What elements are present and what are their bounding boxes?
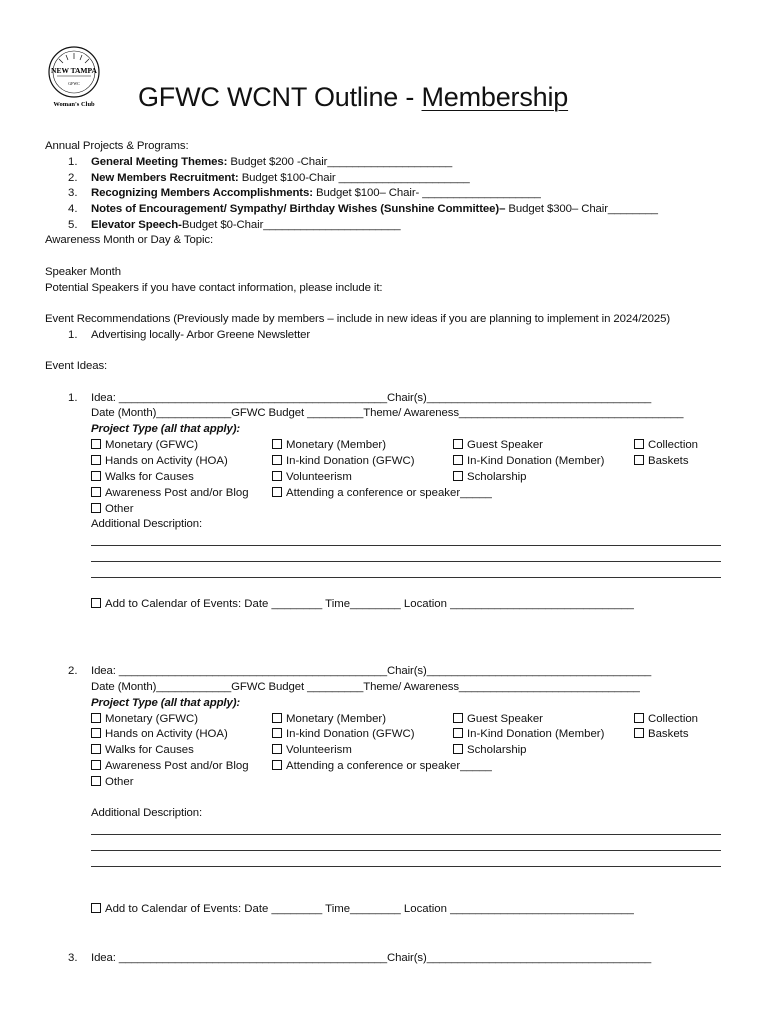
checkbox-option[interactable]: Monetary (Member) bbox=[272, 438, 386, 453]
checkbox-icon bbox=[453, 439, 463, 449]
description-line[interactable] bbox=[91, 577, 721, 578]
checkbox-option[interactable]: Scholarship bbox=[453, 743, 527, 758]
checkbox-icon bbox=[91, 903, 101, 913]
annual-item-number: 2. bbox=[68, 172, 78, 184]
checkbox-option[interactable]: Other bbox=[91, 502, 134, 517]
checkbox-icon bbox=[272, 760, 282, 770]
annual-item-number: 4. bbox=[68, 203, 78, 215]
checkbox-icon bbox=[91, 455, 101, 465]
logo-top-text: NEW TAMPA bbox=[51, 66, 97, 75]
annual-item-number: 5. bbox=[68, 219, 78, 231]
club-logo bbox=[44, 44, 104, 110]
project-type-label: Project Type (all that apply): bbox=[91, 423, 241, 435]
checkbox-option[interactable]: Baskets bbox=[634, 454, 689, 469]
checkbox-icon bbox=[91, 728, 101, 738]
checkbox-option[interactable]: In-kind Donation (GFWC) bbox=[272, 727, 415, 742]
add-to-calendar-option[interactable]: Add to Calendar of Events: Date ________ Time________ Location _____________________________ bbox=[91, 902, 634, 917]
checkbox-icon bbox=[272, 713, 282, 723]
add-to-calendar-option[interactable]: Add to Calendar of Events: Date ________ Time________ Location _____________________________ bbox=[91, 597, 634, 612]
additional-description-label: Additional Description: bbox=[91, 518, 203, 530]
annual-item: New Members Recruitment: Budget $100-Chair _____________________ bbox=[91, 172, 470, 184]
checkbox-option[interactable]: Awareness Post and/or Blog bbox=[91, 486, 249, 501]
additional-description-label: Additional Description: bbox=[91, 807, 203, 819]
checkbox-icon bbox=[91, 503, 101, 513]
checkbox-option[interactable]: Hands on Activity (HOA) bbox=[91, 454, 228, 469]
checkbox-option[interactable]: Awareness Post and/or Blog bbox=[91, 759, 249, 774]
checkbox-icon bbox=[453, 744, 463, 754]
annual-heading: Annual Projects & Programs: bbox=[45, 140, 189, 152]
checkbox-option[interactable]: Collection bbox=[634, 712, 698, 727]
event-idea-line: Idea: ___________________________________________Chair(s)____________________________________ bbox=[91, 952, 652, 964]
checkbox-icon bbox=[272, 728, 282, 738]
event-date-line: Date (Month)____________GFWC Budget _________Theme/ Awareness____________________________________ bbox=[91, 407, 684, 419]
awareness-label: Awareness Month or Day & Topic: bbox=[45, 234, 214, 246]
annual-item: Recognizing Members Accomplishments: Budget $100– Chair- ___________________ bbox=[91, 187, 541, 199]
checkbox-option[interactable]: Monetary (GFWC) bbox=[91, 712, 198, 727]
checkbox-option[interactable]: Attending a conference or speaker_____ bbox=[272, 759, 492, 774]
checkbox-icon bbox=[272, 455, 282, 465]
checkbox-option[interactable]: Walks for Causes bbox=[91, 743, 194, 758]
checkbox-option[interactable]: Attending a conference or speaker_____ bbox=[272, 486, 492, 501]
checkbox-option[interactable]: Guest Speaker bbox=[453, 438, 543, 453]
description-line[interactable] bbox=[91, 545, 721, 546]
project-type-label: Project Type (all that apply): bbox=[91, 697, 241, 709]
checkbox-option[interactable]: Scholarship bbox=[453, 470, 527, 485]
checkbox-icon bbox=[91, 439, 101, 449]
description-line[interactable] bbox=[91, 866, 721, 867]
annual-item-number: 1. bbox=[68, 156, 78, 168]
checkbox-icon bbox=[91, 776, 101, 786]
checkbox-option[interactable]: Other bbox=[91, 775, 134, 790]
annual-item: General Meeting Themes: Budget $200 -Chair____________________ bbox=[91, 156, 453, 168]
checkbox-icon bbox=[91, 471, 101, 481]
description-line[interactable] bbox=[91, 561, 721, 562]
recommendation-item: Advertising locally- Arbor Greene Newsletter bbox=[91, 329, 311, 341]
checkbox-icon bbox=[91, 487, 101, 497]
event-number: 1. bbox=[68, 392, 78, 404]
checkbox-option[interactable]: Volunteerism bbox=[272, 470, 352, 485]
title-prefix: GFWC WCNT Outline - bbox=[138, 82, 422, 112]
title-emphasis: Membership bbox=[421, 82, 569, 112]
checkbox-icon bbox=[634, 439, 644, 449]
checkbox-option[interactable]: Monetary (Member) bbox=[272, 712, 386, 727]
event-date-line: Date (Month)____________GFWC Budget _________Theme/ Awareness_____________________________ bbox=[91, 681, 640, 693]
event-ideas-heading: Event Ideas: bbox=[45, 360, 108, 372]
speaker-heading: Speaker Month bbox=[45, 266, 121, 278]
checkbox-option[interactable]: Volunteerism bbox=[272, 743, 352, 758]
checkbox-option[interactable]: In-Kind Donation (Member) bbox=[453, 454, 604, 469]
checkbox-icon bbox=[453, 471, 463, 481]
logo-bottom-text: Woman's Club bbox=[53, 101, 95, 108]
checkbox-icon bbox=[91, 744, 101, 754]
checkbox-option[interactable]: Hands on Activity (HOA) bbox=[91, 727, 228, 742]
checkbox-icon bbox=[272, 744, 282, 754]
recommendations-heading: Event Recommendations (Previously made by members – include in new ideas if you are planning to implement in 2024/2025) bbox=[45, 313, 671, 325]
potential-speakers-label: Potential Speakers if you have contact information, please include it: bbox=[45, 282, 383, 294]
checkbox-option[interactable]: Walks for Causes bbox=[91, 470, 194, 485]
description-line[interactable] bbox=[91, 834, 721, 835]
annual-item: Notes of Encouragement/ Sympathy/ Birthday Wishes (Sunshine Committee)– Budget $300– Chair________ bbox=[91, 203, 658, 215]
checkbox-icon bbox=[453, 713, 463, 723]
annual-item-number: 3. bbox=[68, 187, 78, 199]
checkbox-icon bbox=[453, 455, 463, 465]
checkbox-icon bbox=[634, 728, 644, 738]
checkbox-option[interactable]: In-Kind Donation (Member) bbox=[453, 727, 604, 742]
description-line[interactable] bbox=[91, 850, 721, 851]
checkbox-icon bbox=[272, 487, 282, 497]
checkbox-icon bbox=[272, 439, 282, 449]
checkbox-option[interactable]: Baskets bbox=[634, 727, 689, 742]
checkbox-icon bbox=[634, 713, 644, 723]
event-number: 3. bbox=[68, 952, 78, 964]
logo-sub-text: GFWC bbox=[68, 81, 80, 86]
checkbox-option[interactable]: Collection bbox=[634, 438, 698, 453]
checkbox-option[interactable]: Guest Speaker bbox=[453, 712, 543, 727]
checkbox-icon bbox=[634, 455, 644, 465]
checkbox-icon bbox=[91, 760, 101, 770]
annual-item: Elevator Speech-Budget $0-Chair______________________ bbox=[91, 219, 401, 231]
recommendation-number: 1. bbox=[68, 329, 78, 341]
checkbox-option[interactable]: In-kind Donation (GFWC) bbox=[272, 454, 415, 469]
checkbox-icon bbox=[91, 713, 101, 723]
checkbox-icon bbox=[272, 471, 282, 481]
event-idea-line: Idea: ___________________________________________Chair(s)____________________________________ bbox=[91, 392, 652, 404]
checkbox-icon bbox=[453, 728, 463, 738]
event-idea-line: Idea: ___________________________________________Chair(s)____________________________________ bbox=[91, 665, 652, 677]
checkbox-option[interactable]: Monetary (GFWC) bbox=[91, 438, 198, 453]
checkbox-icon bbox=[91, 598, 101, 608]
page-title bbox=[138, 82, 568, 113]
event-number: 2. bbox=[68, 665, 78, 677]
